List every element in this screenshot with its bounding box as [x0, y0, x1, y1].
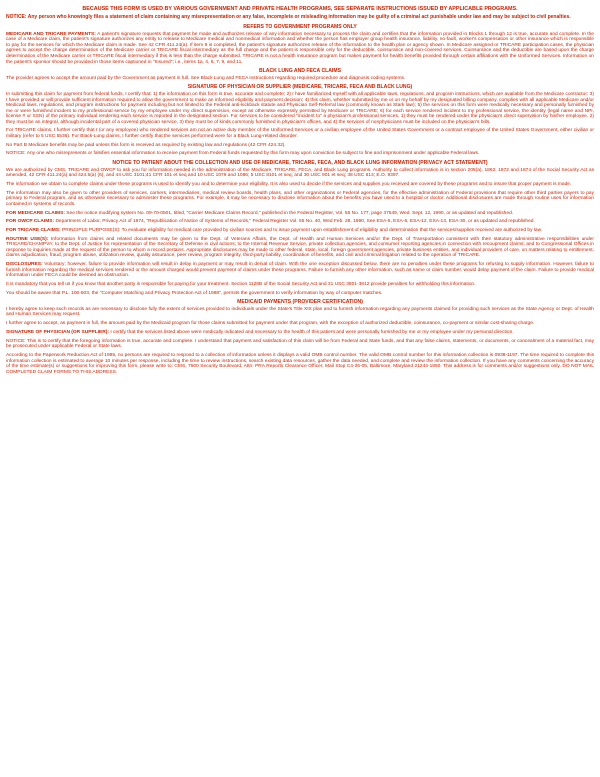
heading-privacy-act: NOTICE TO PATIENT ABOUT THE COLLECTION AND USE OF MEDICARE, TRICARE, FECA, AND BLACK LUNG INFORMATION (PRIVACY ACT STATEMENT)	[112, 160, 488, 167]
computer-matching-text: You should be aware that P.L. 100-503, the "Computer Matching and Privacy Protection Act of 1988", permits the government to verify information by way of computer matches.	[6, 290, 383, 296]
heading-black-lung: BLACK LUNG AND FECA CLAIMS	[259, 68, 341, 75]
mandatory-disclosure-text: It is mandatory that you tell us if you know that another party is responsible for paying for your treatment. Section 1128B of the Social Security Act and 31 USC 3801-3812 provide penalties for withholding this information.	[6, 281, 476, 287]
medicaid-signature-paragraph	[6, 330, 594, 336]
tricare-claims-certification: For TRICARE claims, I further certify that I (or any employee) who rendered services am not an active duty member of the Uniformed Services or a civilian employee of the United States Government or a contract employee of the United States Government, either civilian or military (refer to 5 USC 5536). For Black-Lung claims, I further certify that the services performed were for a Black Lung-related disorder.	[6, 128, 594, 139]
paperwork-reduction-text: According to the Paperwork Reduction Act of 1995, no persons are required to respond to a collection of information unless it displays a valid OMB control number. The valid OMB control number for this information collection is 0938-1197. The time required to complete this information collection is estimated to average 10 minutes per response, including the time to review instructions, search existing data resources, gather the data needed, and complete and review the information collection. If you have any comments concerning the accuracy of the time estimate(s) or suggestions for improving this form, please write to: CMS, 7500 Security Boulevard, Attn: PRA Reports Clearance Officer, Mail Stop C4-26-05, Baltimore, Maryland 21244-1850. This address is for comments and/or suggestions only. DO NOT MAIL COMPLETED CLAIM FORMS TO THIS ADDRESS.	[6, 352, 594, 375]
heading-government-programs: REFERS TO GOVERNMENT PROGRAMS ONLY	[243, 24, 357, 31]
info-release-text: The information may also be given to other providers of services, carriers, intermediaries, medical review boards, health plans, and other organizations or Federal agencies, for the effective administration of Federal provisions that require other third parties payers to pay primary to Federal program, and as otherwise necessary to administer these programs. For example, it may be necessary to disclose information about the benefits you have used to a hospital or doctor. Additional disclosures are made through routine uses for information contained in systems of records.	[6, 190, 594, 207]
final-notice-text: NOTICE: This is to certify that the foregoing information is true, accurate and complete. I understand that payment and satisfaction of this claim will be from Federal and State funds, and that any false claims, statements, or documents, or concealment of a material fact, may be prosecuted under applicable Federal or State laws.	[6, 338, 594, 350]
medicare-tricare-payments	[6, 32, 594, 65]
info-use-text: The information we obtain to complete claims under these programs is used to identify you and to determine your eligibility. It is also used to decide if the services and supplies you received are covered by these programs and to insure that proper payment is made.	[6, 181, 572, 187]
routine-use-label: ROUTINE USE(S):	[6, 236, 49, 242]
medicaid-signature-text: I certify that the services listed above were medically indicated and necessary to the health of this patient and were personally furnished by me or my employee under my personal direction.	[110, 329, 514, 335]
disclosures-label: DISCLOSURES:	[6, 262, 43, 268]
medicare-claims-label: FOR MEDICARE CLAIMS:	[6, 210, 65, 216]
misrepresentation-notice: NOTICE: Any one who misrepresents or falsifies essential information to receive payment from Federal funds requested by this form may upon conviction be subject to fine and imprisonment under applicable Federal laws.	[6, 151, 480, 157]
medicare-payments-label: MEDICARE AND TRICARE PAYMENTS:	[6, 31, 96, 37]
owcp-claims-text: Department of Labor, Privacy Act of 1974, "Republication of Notice of Systems of Records," Federal Register Vol. 55 No. 40, Wed Feb. 28, 1990, See ESA-5, ESA-6, ESA-12, ESA-13, ESA-30, or as updated and republished.	[55, 219, 535, 225]
disclosures-text: Voluntary; however, failure to provide information will result in delay in payment or may result in denial of claim. With the one exception discussed below, there are no penalties under these programs for refusing to supply information. However, failure to furnish information regarding the medical services rendered or the amount charged would prevent payment of claims under these programs. Failure to furnish any other information, such as name or claim number, would delay payment of the claim. Failure to provide medical information under FECA could be deemed an obstruction.	[6, 262, 594, 279]
signature-certification-text: In submitting this claim for payment from federal funds, I certify that: 1) the information on this form is true, accurate and complete; 2) I have familiarized myself with all applicable laws, regulations, and program instructions, which are available from the Medicare contractor; 3) I have provided or will provide sufficient information required to allow the government to make an informed eligibility and payment decision; 4) this claim, whether submitted by me or on my behalf by my designated billing company, complies with all applicable Medicare and/or Medicaid laws, regulations, and program instructions for payment including but not limited to the Federal anti-kickback statute and Physician Self-Referral law (commonly known as Stark law); 5) the services on this form were medically necessary and personally furnished by me or were furnished incident to my professional service by my employee under my direct supervision, except as otherwise expressly permitted by Medicare or TRICARE; 6) for each service rendered incident to my professional service, the identity (legal name and NPI, license # or SSN) of the primary individual rendering each service is reported in the designated section. For services to be considered "incident to" a physician's professional services, 1) they must be rendered under the physician's direct supervision by his/her employee, 2) they must be an integral, although incidental part of a covered physician service, 3) they must be of kinds commonly furnished in physician's offices, and 4) the services of nonphysicians must be included on the physician's bills.	[6, 91, 594, 125]
medicare-payments-text: A patient's signature requests that payment be made and authorizes release of any information necessary to process the claim and certifies that the information provided in Blocks 1 through 12 is true, accurate and complete. In the case of a Medicare claim, the patient's signature authorizes any entity to release to Medicare medical and nonmedical information and whether the person has employer group health insurance, liability, no-fault, worker's compensation or other insurance which is responsible to pay for the services for which the Medicare claim is made. See 42 CFR 411.24(a). If item 9 is completed, the patient's signature authorizes release of the information to the health plan or agency shown. In Medicare assigned or TRICARE participation cases, the physician agrees to accept the charge determination of the Medicare carrier or TRICARE fiscal intermediary as the full charge and the patient is responsible only for the deductible, coinsurance and non-covered services. Coinsurance and the deductible are based upon the charge determination of the Medicare carrier or TRICARE fiscal intermediary if this is less than the charge submitted. TRICARE is not a health insurance program but makes payment for health benefits provided through certain affiliations with the Uniformed Services. Information on the patient's sponsor should be provided in those items captioned in "Insured"; i.e., items 1a, 4, 6, 7, 9, and 11.	[6, 31, 594, 65]
routine-use-paragraph	[6, 237, 594, 259]
medicare-claims-text: See the notice modifying system No. 09-70-0501, titled, "Carrier Medicare Claims Record," published in the Federal Register, Vol. 55 No. 177, page 37549, Wed. Sept. 12, 1990, or as updated and republished.	[66, 210, 514, 216]
tricare-purpose-label: FOR TRICARE CLAIMS:	[6, 228, 61, 234]
disclosures-paragraph	[6, 262, 594, 279]
fraud-notice: NOTICE: Any person who knowingly files a statement of claim containing any misrepresentation or any false, incomplete or misleading information may be guilty of a criminal act punishable under law and may be subject to civil penalties.	[6, 14, 571, 21]
tricare-purpose-text: PRINCIPLE PURPOSE(S): To evaluate eligibility for medical care provided by civilian sources and to issue payment upon establishment of eligibility and determination that the services/supplies received are authorized by law.	[61, 228, 543, 234]
no-part-b-text: No Part B Medicare benefits may be paid unless this form is received as required by existing law and regulations (42 CFR 424.32).	[6, 142, 286, 148]
medicaid-records-text: I hereby agree to keep such records as are necessary to disclose fully the extent of services provided to individuals under the State's Title XIX plan and to furnish information regarding any payments claimed for providing such services as the State Agency or Dept. of Health and Human Services may request.	[6, 306, 594, 318]
privacy-authority-text: We are authorized by CMS, TRICARE and OWCP to ask you for information needed in the administration of the Medicare, TRICARE, FECA, and Black Lung programs. Authority to collect information is in section 205(a), 1862, 1872 and 1874 of the Social Security Act as amended, 42 CFR 411.24(a) and 424.5(a) (6), and 44 USC 3101;41 CFR 101 et seq and 10 USC 1079 and 1086; 5 USC 8101 et seq; and 30 USC 901 et seq; 38 USC 613; E.O. 9397.	[6, 167, 594, 179]
tricare-purpose-paragraph	[6, 228, 594, 234]
medicaid-signature-label: SIGNATURE OF PHYSICIAN (OR SUPPLIER):	[6, 329, 109, 335]
medicaid-payment-text: I further agree to accept, as payment in full, the amount paid by the Medicaid program for those claims submitted for payment under that program, with the exception of authorized deductible, coinsurance, co-payment or similar cost-sharing charge.	[6, 321, 535, 327]
heading-medicaid-payments: MEDICAID PAYMENTS (PROVIDER CERTIFICATION)	[237, 299, 363, 306]
owcp-claims-label: FOR OWCP CLAIMS:	[6, 219, 55, 225]
top-notice: BECAUSE THIS FORM IS USED BY VARIOUS GOVERNMENT AND PRIVATE HEALTH PROGRAMS, SEE SEPARATE INSTRUCTIONS ISSUED BY APPLICABLE PROGRAMS.	[82, 6, 518, 12]
medicare-claims-paragraph	[6, 211, 594, 217]
routine-use-text: Information from claims and related documents may be given to the Dept. of Veterans Affairs, the Dept. of Health and Human Services and/or the Dept. of Transportation consistent with their statutory administrative responsibilities under TRICARE/CHAMPVA; to the Dept. of Justice for representation of the Secretary of Defense in civil actions; to the Internal Revenue Service, private collection agencies, and consumer reporting agencies in connection with recoupment claims; and to Congressional Offices in response to inquiries made at the request of the person to whom a record pertains. Appropriate disclosures may be made to other federal, state, local, foreign government agencies, private business entities, and individual providers of care, on matters relating to entitlement, claims adjudication, fraud, program abuse, utilization review, quality assurance, peer review, program integrity, third-party liability, coordination of benefits, and civil and criminal litigation related to the operation of TRICARE.	[6, 236, 594, 259]
black-lung-text: The provider agrees to accept the amount paid by the Government as payment in full. See Black Lung and FECA instructions regarding required procedure and diagnosis coding systems.	[6, 75, 406, 81]
owcp-claims-paragraph	[6, 219, 594, 225]
heading-signature-physician: SIGNATURE OF PHYSICIAN OR SUPPLIER (MEDICARE, TRICARE, FECA AND BLACK LUNG)	[187, 84, 413, 91]
